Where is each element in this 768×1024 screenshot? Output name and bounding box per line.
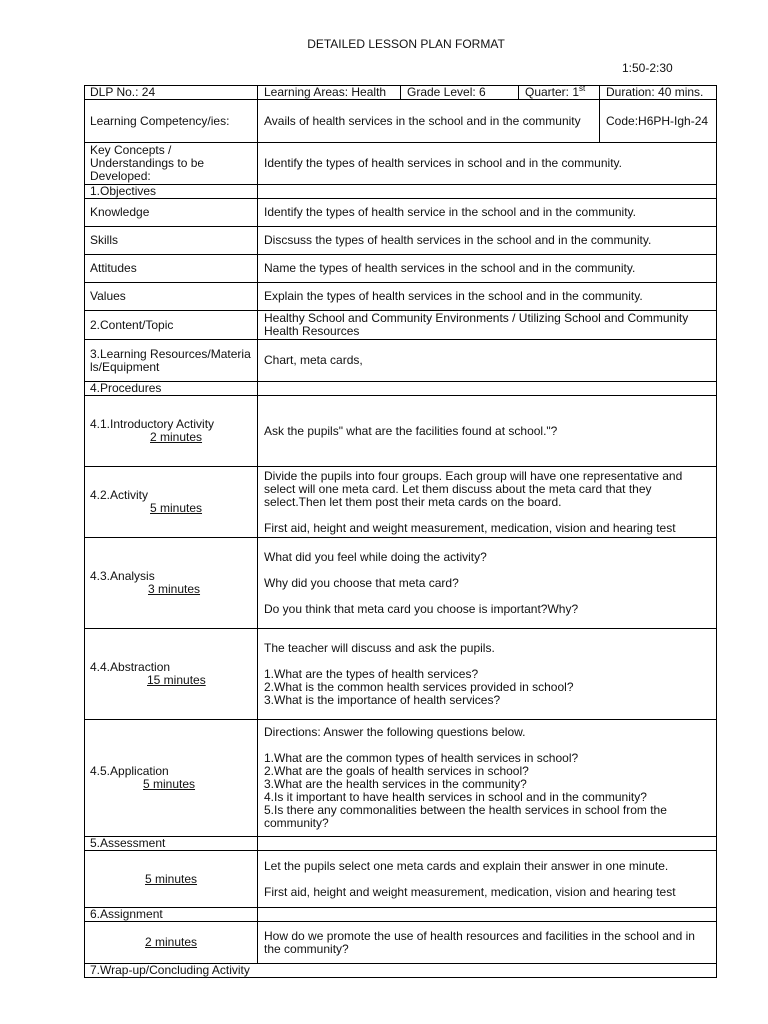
- procedures-header-row: [85, 382, 717, 396]
- grade-level: Grade Level: 6: [401, 86, 519, 100]
- assignment-header-row: [85, 908, 717, 922]
- content-row: [85, 311, 717, 340]
- activity-text-cell: [258, 467, 717, 538]
- analysis-minutes: 3 minutes: [148, 582, 201, 596]
- activity-cell: [85, 467, 258, 538]
- procedures-label: 4.Procedures: [85, 382, 258, 396]
- content-value: Healthy School and Community Environments / Utilizing School and Community Health Resources: [258, 311, 717, 340]
- wrapup-label: 7.Wrap-up/Concluding Activity: [85, 964, 717, 978]
- intro-activity-minutes: 2 minutes: [150, 430, 203, 444]
- application-label: 4.5.Application: [90, 764, 169, 778]
- competency-row: [85, 100, 717, 143]
- attitudes-value: Name the types of health services in the school and in the community.: [258, 255, 717, 283]
- objectives-header-row: [85, 185, 717, 199]
- analysis-question-3: Do you think that meta card you choose is important?Why?: [264, 601, 579, 616]
- knowledge-label: Knowledge: [85, 199, 258, 227]
- application-question-3: 3.What are the health services in the community?: [264, 777, 527, 791]
- procedures-empty-cell: [258, 382, 717, 396]
- assessment-text-cell: [258, 851, 717, 908]
- objectives-empty-cell: [258, 185, 717, 199]
- values-label: Values: [85, 283, 258, 311]
- activity-row: [85, 467, 717, 538]
- assessment-header-row: [85, 837, 717, 851]
- assessment-meta-cards: First aid, height and weight measurement, medication, vision and hearing test: [264, 884, 676, 899]
- analysis-row: [85, 538, 717, 629]
- abstraction-cell: [85, 629, 258, 720]
- competency-label: Learning Competency/ies:: [85, 100, 258, 143]
- abstraction-question-2: 2.What is the common health services provided in school?: [264, 679, 574, 694]
- dlp-number: DLP No.: 24: [85, 86, 258, 100]
- assessment-minutes: 5 minutes: [145, 871, 198, 886]
- assessment-time-cell: [85, 851, 258, 908]
- intro-activity-row: [85, 396, 717, 467]
- attitudes-label: Attitudes: [85, 255, 258, 283]
- activity-minutes: 5 minutes: [150, 501, 203, 515]
- abstraction-label: 4.4.Abstraction: [90, 660, 171, 674]
- attitudes-row: [85, 255, 717, 283]
- application-question-5: 5.Is there any commonalities between the health services in school from the community?: [264, 803, 667, 830]
- assignment-label: 6.Assignment: [85, 908, 258, 922]
- analysis-text-cell: [258, 538, 717, 629]
- knowledge-value: Identify the types of health service in the school and in the community.: [258, 199, 717, 227]
- quarter-superscript: st: [579, 84, 586, 93]
- abstraction-minutes: 15 minutes: [147, 673, 206, 687]
- wrapup-row: [85, 964, 717, 978]
- assessment-label: 5.Assessment: [85, 837, 258, 851]
- analysis-question-2: Why did you choose that meta card?: [264, 575, 459, 590]
- learning-areas: Learning Areas: Health: [258, 86, 401, 100]
- assessment-empty-cell: [258, 837, 717, 851]
- intro-activity-label: 4.1.Introductory Activity: [90, 417, 215, 431]
- resources-label: 3.Learning Resources/Materials/Equipment: [85, 340, 258, 382]
- application-row: [85, 720, 717, 837]
- abstraction-text-cell: [258, 629, 717, 720]
- application-question-4: 4.Is it important to have health services in school and in the community?: [264, 790, 647, 804]
- quarter: [519, 86, 600, 100]
- key-concepts-label: Key Concepts / Understandings to be Developed:: [85, 143, 258, 185]
- values-value: Explain the types of health services in the school and in the community.: [258, 283, 717, 311]
- time-slot: 1:50-2:30: [622, 61, 673, 75]
- abstraction-question-1: 1.What are the types of health services?: [264, 666, 479, 681]
- values-row: [85, 283, 717, 311]
- application-directions: Directions: Answer the following questions below.: [264, 725, 526, 739]
- lesson-plan-table: [84, 85, 717, 978]
- duration: Duration: 40 mins.: [600, 86, 717, 100]
- quarter-text: Quarter: 1: [525, 85, 580, 99]
- assignment-minutes: 2 minutes: [145, 935, 198, 949]
- application-question-2: 2.What are the goals of health services in school?: [264, 764, 529, 778]
- analysis-cell: [85, 538, 258, 629]
- assignment-row: [85, 922, 717, 964]
- abstraction-intro: The teacher will discuss and ask the pupils.: [264, 640, 495, 655]
- content-label: 2.Content/Topic: [85, 311, 258, 340]
- intro-activity-text: Ask the pupils" what are the facilities found at school."?: [258, 396, 717, 467]
- assignment-time-cell: [85, 922, 258, 964]
- document-title: DETAILED LESSON PLAN FORMAT: [307, 37, 505, 51]
- resources-row: [85, 340, 717, 382]
- activity-meta-cards: First aid, height and weight measurement, medication, vision and hearing test: [264, 520, 676, 535]
- skills-label: Skills: [85, 227, 258, 255]
- analysis-label: 4.3.Analysis: [90, 569, 155, 583]
- key-concepts-value: Identify the types of health services in school and in the community.: [258, 143, 717, 185]
- application-text-cell: [258, 720, 717, 837]
- assignment-empty-cell: [258, 908, 717, 922]
- application-cell: [85, 720, 258, 837]
- application-question-1: 1.What are the common types of health services in school?: [264, 751, 579, 765]
- skills-row: [85, 227, 717, 255]
- assessment-row: [85, 851, 717, 908]
- application-minutes: 5 minutes: [143, 777, 196, 791]
- key-concepts-row: [85, 143, 717, 185]
- abstraction-question-3: 3.What is the importance of health services?: [264, 692, 501, 707]
- competency-code: Code:H6PH-Igh-24: [600, 100, 717, 143]
- resources-value: Chart, meta cards,: [258, 340, 717, 382]
- activity-label: 4.2.Activity: [90, 488, 149, 502]
- assessment-instructions: Let the pupils select one meta cards and explain their answer in one minute.: [264, 858, 669, 873]
- activity-instructions: Divide the pupils into four groups. Each group will have one representative and select will one meta card. Let them discuss about the meta card that they select.Then let them post their meta cards on the board.: [264, 468, 683, 509]
- analysis-question-1: What did you feel while doing the activity?: [264, 549, 487, 564]
- abstraction-row: [85, 629, 717, 720]
- assignment-text: How do we promote the use of health resources and facilities in the school and in the community?: [258, 922, 717, 964]
- info-row: [85, 86, 717, 100]
- objectives-label: 1.Objectives: [85, 185, 258, 199]
- knowledge-row: [85, 199, 717, 227]
- intro-activity-cell: [85, 396, 258, 467]
- competency-value: Avails of health services in the school and in the community: [258, 100, 600, 143]
- skills-value: Discsuss the types of health services in the school and in the community.: [258, 227, 717, 255]
